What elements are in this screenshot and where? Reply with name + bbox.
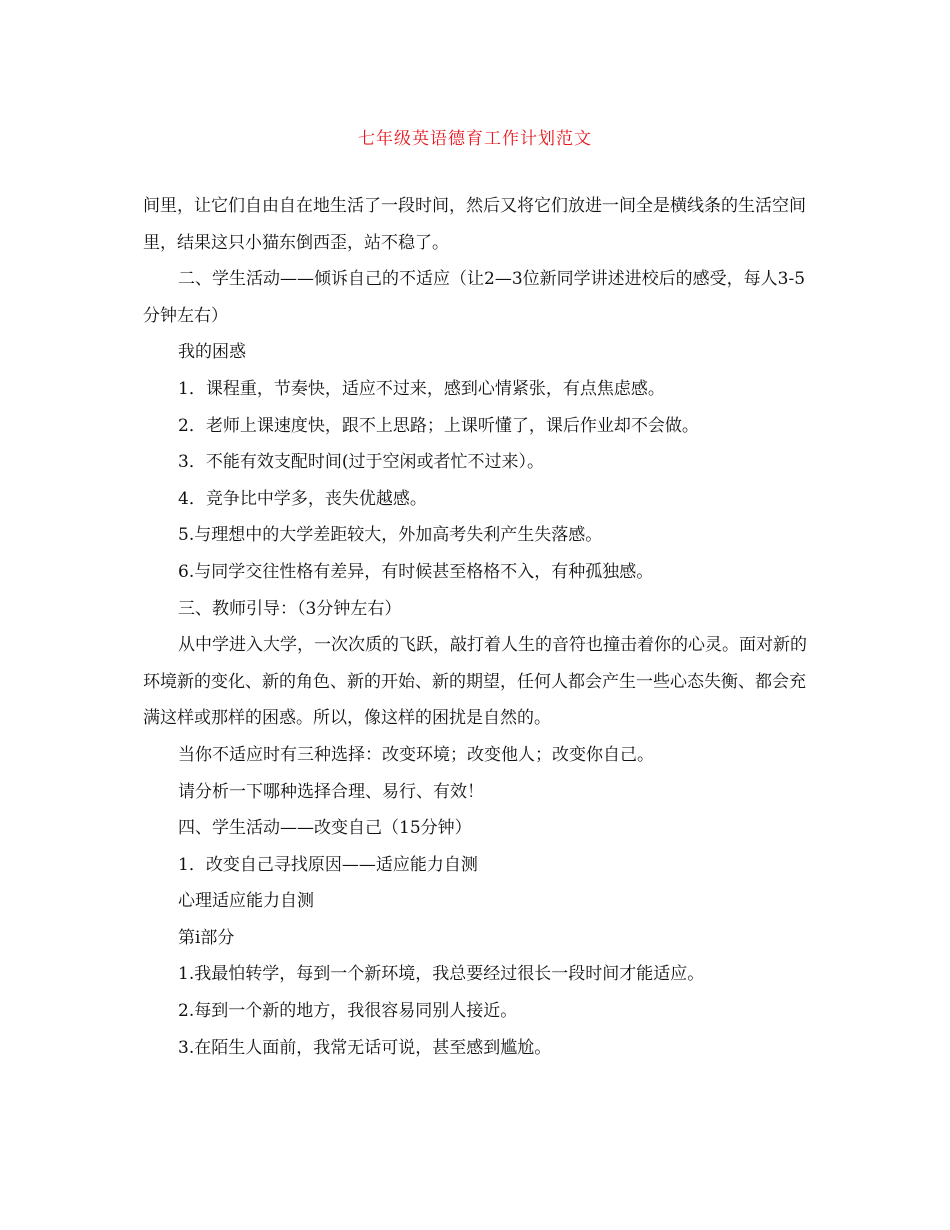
list-item: 2.每到一个新的地方，我很容易同别人接近。 xyxy=(178,1001,518,1022)
list-item: 3．不能有效支配时间(过于空闲或者忙不过来）。 xyxy=(178,452,544,473)
section-heading: 二、学生活动——倾诉自己的不适应（让2—3位新同学讲述进校后的感受，每人3-5分钟左右） xyxy=(143,269,806,326)
paragraph: 第ⅰ部分 xyxy=(178,927,235,948)
document-body xyxy=(143,188,813,1066)
list-item: 1．课程重，节奏快，适应不过来，感到心情紧张，有点焦虑感。 xyxy=(178,378,665,399)
paragraph: 心理适应能力自测 xyxy=(178,891,314,912)
list-item: 4．竞争比中学多，丧失优越感。 xyxy=(178,488,427,509)
paragraph: 间里，让它们自由自在地生活了一段时间，然后又将它们放进一间全是横线条的生活空间里，结果这只小猫东倒西歪，站不稳了。 xyxy=(143,196,806,253)
section-heading: 三、教师引导：（3分钟左右） xyxy=(178,598,402,619)
list-item: 1.我最怕转学，每到一个新环境，我总要经过很长一段时间才能适应。 xyxy=(178,964,705,985)
paragraph: 当你不适应时有三种选择：改变环境；改变他人；改变你自己。 xyxy=(178,744,654,765)
document-title: 七年级英语德育工作计划范文 xyxy=(358,129,592,149)
list-item: 5.与理想中的大学差距较大，外加高考失利产生失落感。 xyxy=(178,525,603,546)
list-item: 3.在陌生人面前，我常无话可说，甚至感到尴尬。 xyxy=(178,1037,552,1058)
section-heading: 四、学生活动——改变自己（15分钟） xyxy=(178,818,472,839)
paragraph: 我的困惑 xyxy=(178,342,246,363)
list-item: 1．改变自己寻找原因——适应能力自测 xyxy=(178,854,478,875)
list-item: 2．老师上课速度快，跟不上思路；上课听懂了，课后作业却不会做。 xyxy=(178,415,699,436)
paragraph: 请分析一下哪种选择合理、易行、有效！ xyxy=(178,781,484,802)
list-item: 6.与同学交往性格有差异，有时候甚至格格不入，有种孤独感。 xyxy=(178,561,654,582)
paragraph: 从中学进入大学，一次次质的飞跃，敲打着人生的音符也撞击着你的心灵。面对新的环境新的变化、新的角色、新的开始、新的期望，任何人都会产生一些心态失衡、都会充满这样或那样的困惑。所以，像这样的困扰是自然的。 xyxy=(143,635,807,729)
